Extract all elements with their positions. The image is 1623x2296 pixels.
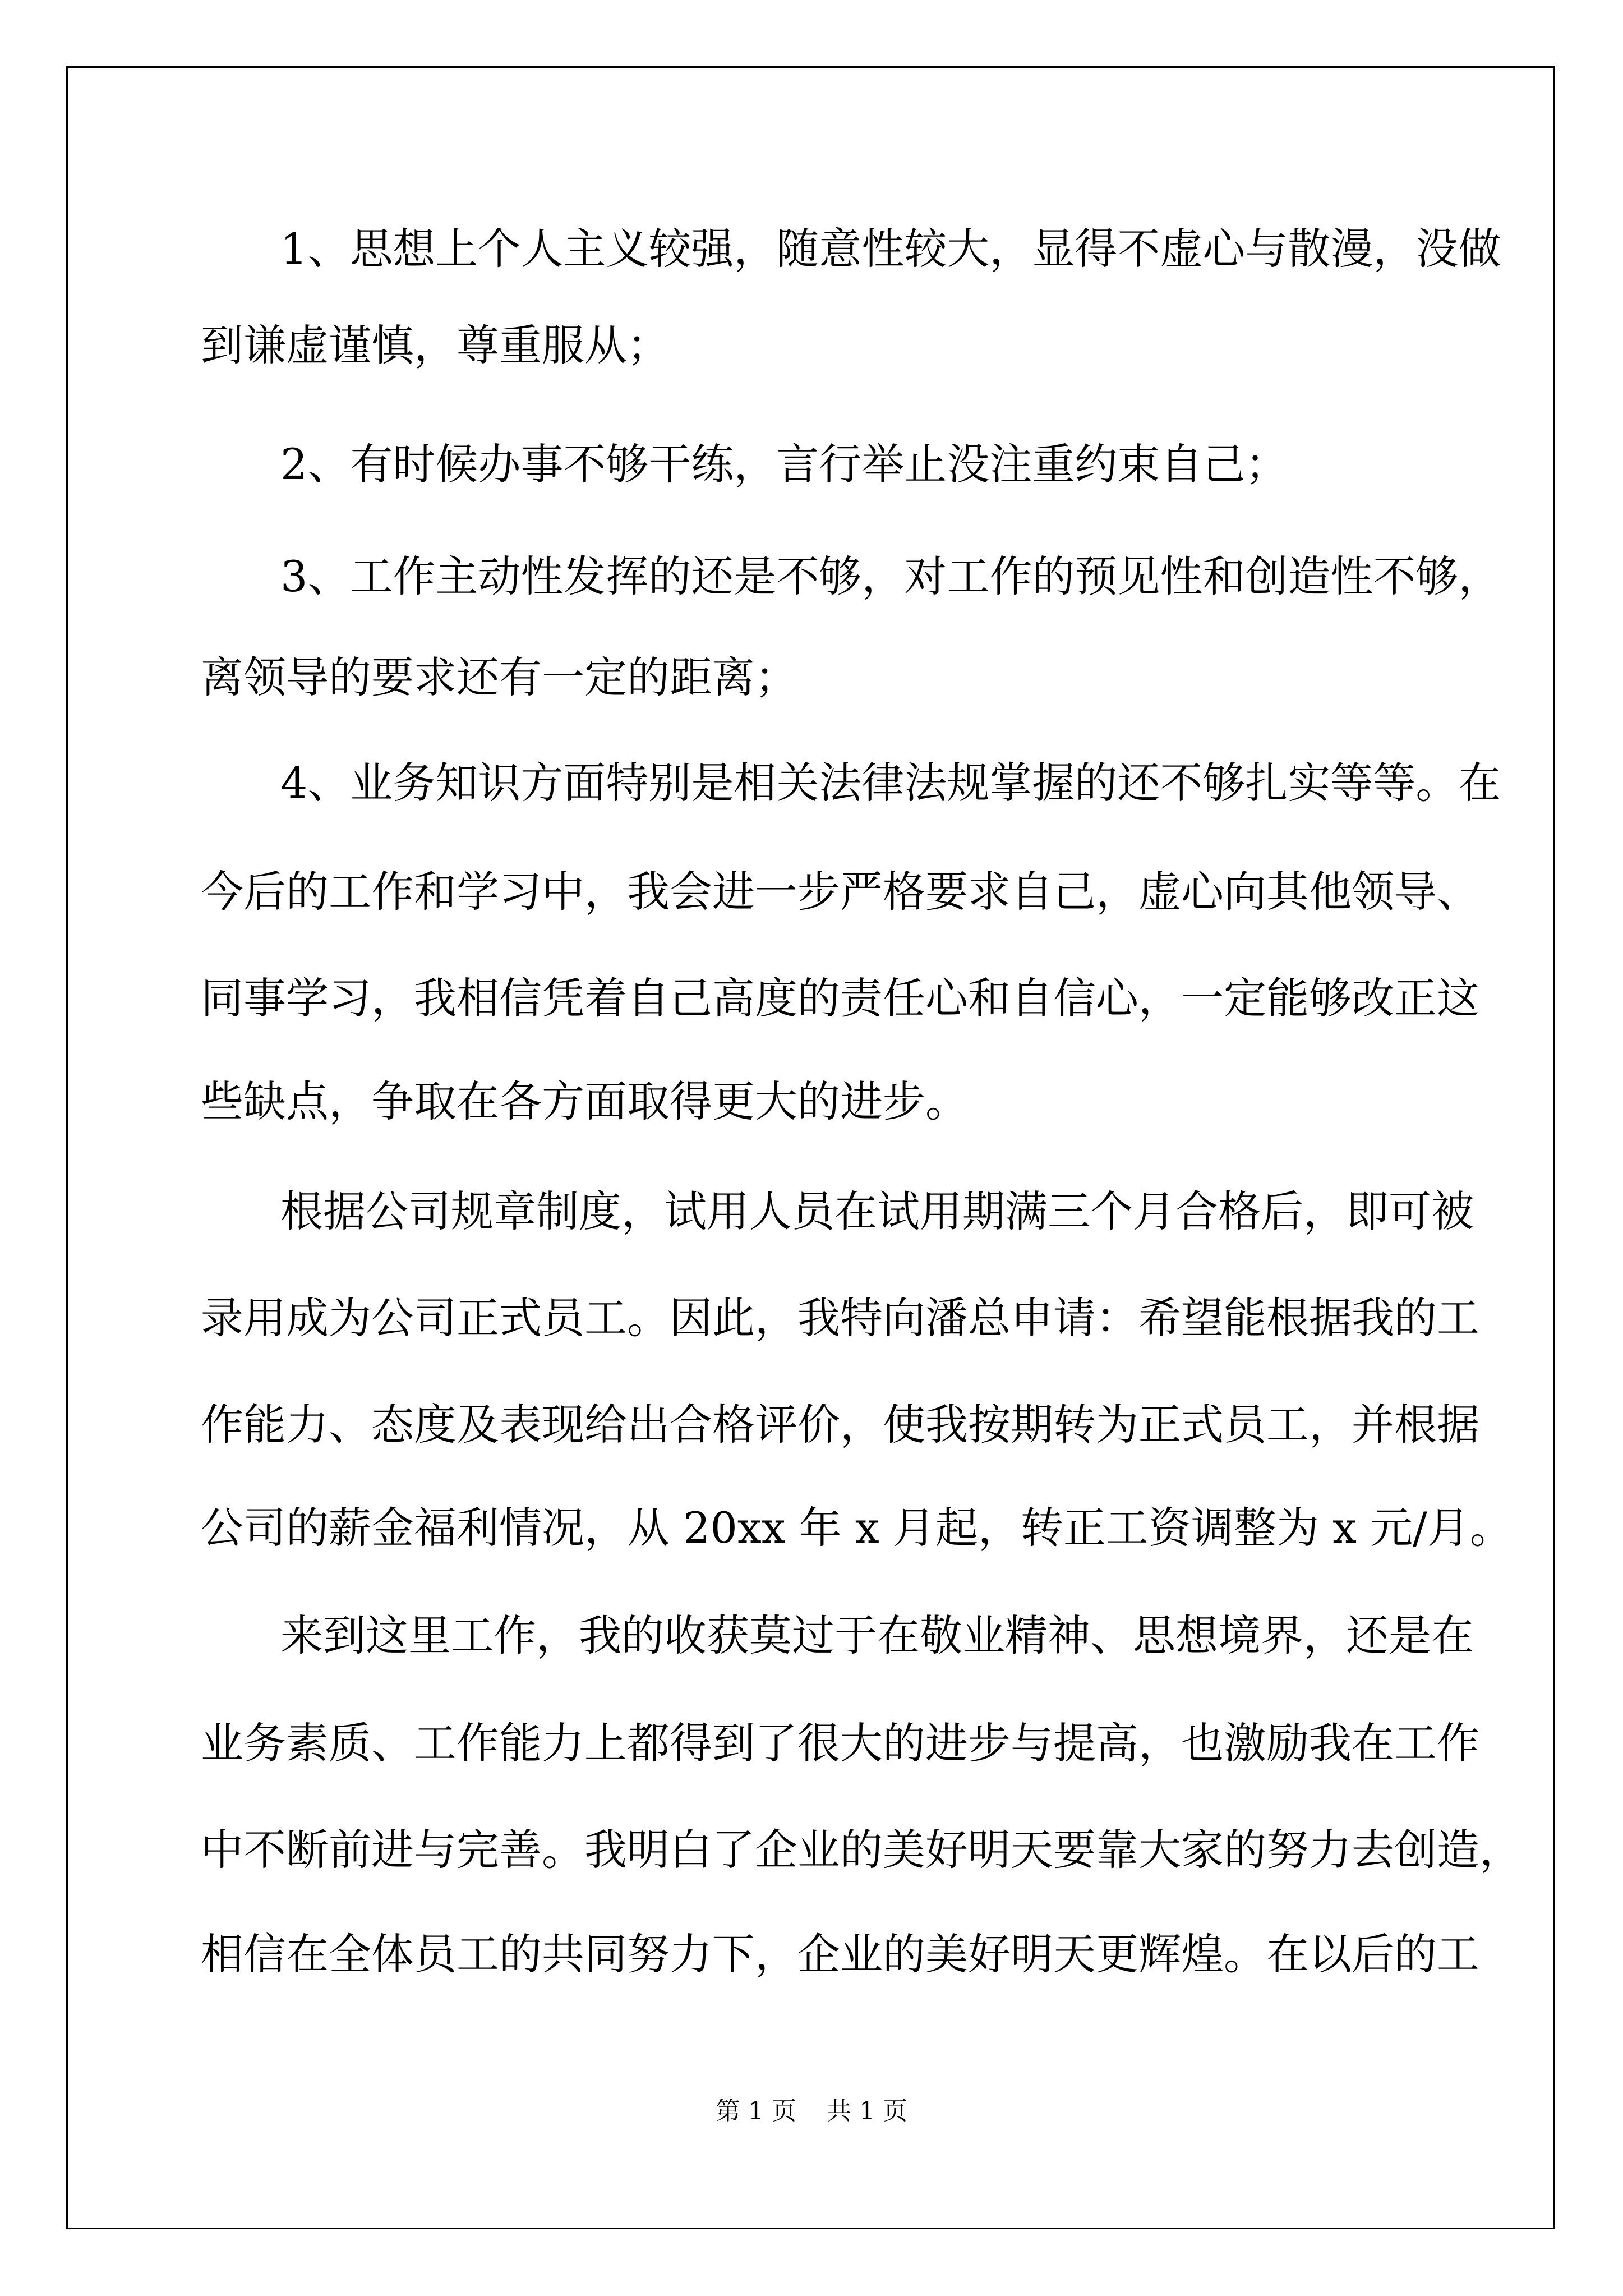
body-line-17: 相信在全体员工的共同努力下，企业的美好明天更辉煌。在以后的工 bbox=[201, 1929, 1479, 1979]
body-line-14: 来到这里工作，我的收获莫过于在敬业精神、思想境界，还是在 bbox=[280, 1611, 1474, 1660]
body-line-3: 2、有时候办事不够干练，言行举止没注重约束自己； bbox=[280, 439, 1288, 489]
body-line-16: 中不断前进与完善。我明白了企业的美好明天要靠大家的努力去创造， bbox=[201, 1825, 1522, 1875]
body-line-15: 业务素质、工作能力上都得到了很大的进步与提高，也激励我在工作 bbox=[201, 1718, 1479, 1768]
body-line-5: 离领导的要求还有一定的距离； bbox=[201, 652, 797, 702]
body-line-10: 根据公司规章制度，试用人员在试用期满三个月合格后，即可被 bbox=[280, 1186, 1474, 1236]
body-line-9: 些缺点，争取在各方面取得更大的进步。 bbox=[201, 1076, 968, 1126]
page-number: 第 1 页 bbox=[716, 2097, 796, 2125]
body-line-1: 1、思想上个人主义较强，随意性较大，显得不虚心与散漫，没做 bbox=[280, 224, 1501, 274]
body-line-12: 作能力、态度及表现给出合格评价，使我按期转为正式员工，并根据 bbox=[201, 1400, 1479, 1450]
body-line-11: 录用成为公司正式员工。因此，我特向潘总申请：希望能根据我的工 bbox=[201, 1293, 1479, 1343]
page-total: 共 1 页 bbox=[827, 2097, 907, 2125]
body-line-13: 公司的薪金福利情况，从 20xx 年 x 月起，转正工资调整为 x 元/月。 bbox=[201, 1503, 1513, 1553]
page-footer bbox=[0, 2095, 1623, 2128]
body-line-6: 4、业务知识方面特别是相关法律法规掌握的还不够扎实等等。在 bbox=[280, 758, 1501, 808]
body-line-7: 今后的工作和学习中，我会进一步严格要求自己，虚心向其他领导、 bbox=[201, 867, 1479, 917]
body-line-4: 3、工作主动性发挥的还是不够，对工作的预见性和创造性不够， bbox=[280, 551, 1501, 601]
page-border bbox=[66, 66, 1555, 2229]
body-line-8: 同事学习，我相信凭着自己高度的责任心和自信心，一定能够改正这 bbox=[201, 973, 1479, 1023]
body-line-2: 到谦虚谨慎，尊重服从； bbox=[201, 320, 670, 370]
